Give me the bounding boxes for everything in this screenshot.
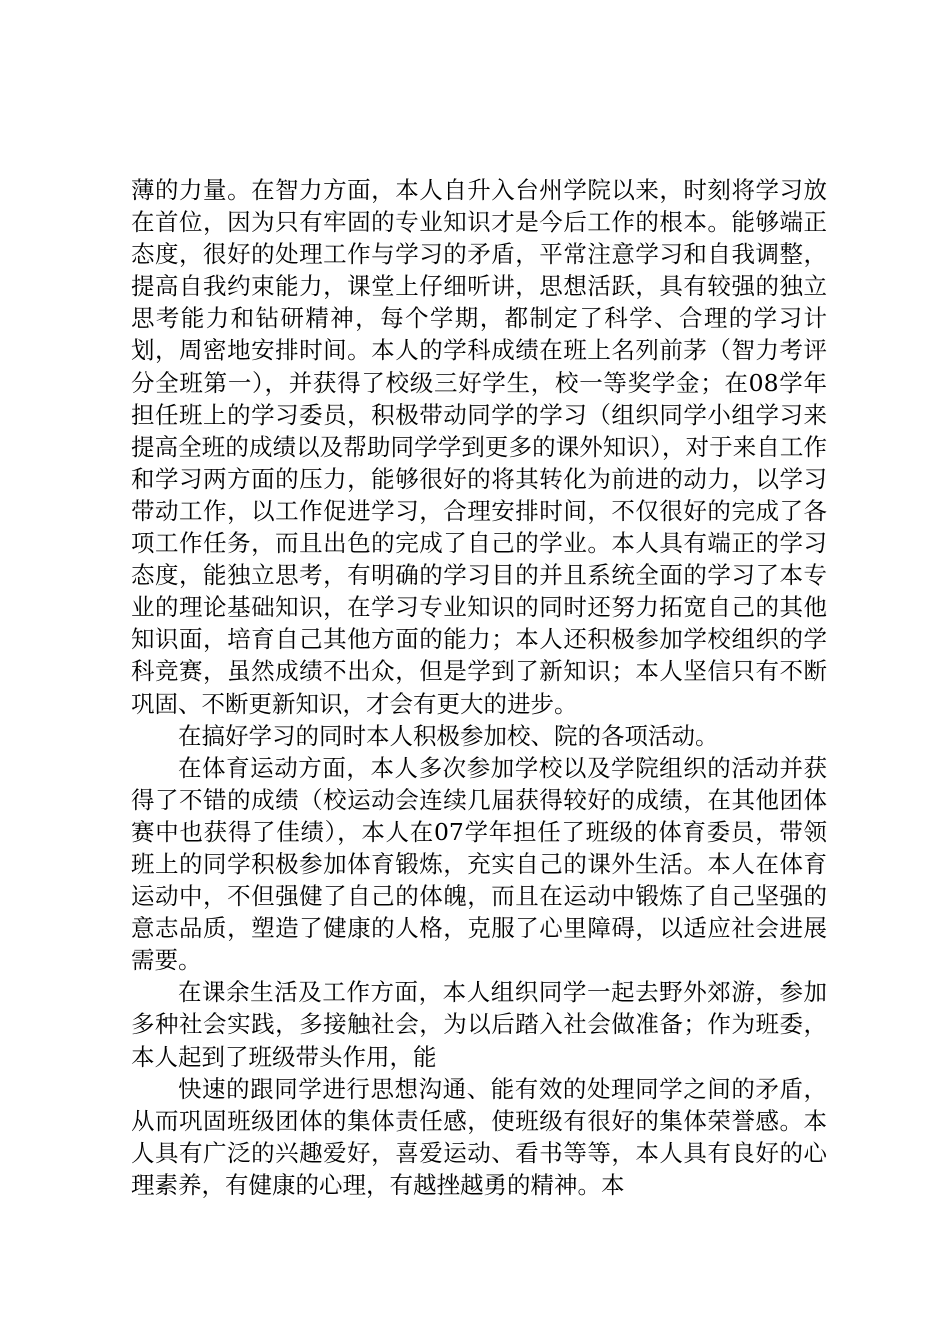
paragraph-activities: 在搞好学习的同时本人积极参加校、院的各项活动。	[178, 721, 719, 750]
paragraph-sports: 在体育运动方面，本人多次参加学校以及学院组织的活动并获得了不错的成绩（校运动会连续几届获得较好的成绩，在其他团体赛中也获得了佳绩），本人在07学年担任了班级的体育委员，带领班上的同学积极参加体育锻炼，充实自己的课外生活。本人在体育运动中，不但强健了自己的体魄，而且在运动中锻炼了自己坚强的意志品质，塑造了健康的人格，克服了心里障碍，以适应社会进展需要。	[131, 753, 827, 975]
document-body	[131, 174, 827, 1201]
paragraph-intellect: 薄的力量。在智力方面，本人自升入台州学院以来，时刻将学习放在首位，因为只有牢固的专业知识才是今后工作的根本。能够端正态度，很好的处理工作与学习的矛盾，平常注意学习和自我调整，提高自我约束能力，课堂上仔细听讲，思想活跃，具有较强的独立思考能力和钻研精神，每个学期，都制定了科学、合理的学习计划，周密地安排时间。本人的学科成绩在班上名列前茅（智力考评分全班第一），并获得了校级三好学生，校一等奖学金；在08学年担任班上的学习委员，积极带动同学的学习（组织同学小组学习来提高全班的成绩以及帮助同学学到更多的课外知识），对于来自工作和学习两方面的压力，能够很好的将其转化为前进的动力，以学习带动工作，以工作促进学习，合理安排时间，不仅很好的完成了各项工作任务，而且出色的完成了自己的学业。本人具有端正的学习态度，能独立思考，有明确的学习目的并且系统全面的学习了本专业的理论基础知识，在学习专业知识的同时还努力拓宽自己的其他知识面，培育自己其他方面的能力；本人还积极参加学校组织的学科竞赛，虽然成绩不出众，但是学到了新知识；本人坚信只有不断巩固、不断更新知识，才会有更大的进步。	[131, 176, 827, 718]
paragraph-extracurricular: 在课余生活及工作方面，本人组织同学一起去野外郊游，参加多种社会实践，多接触社会，为以后踏入社会做准备；作为班委，本人起到了班级带头作用，能	[131, 978, 827, 1071]
paragraph-communication: 快速的跟同学进行思想沟通、能有效的处理同学之间的矛盾，从而巩固班级团体的集体责任感，使班级有很好的集体荣誉感。本人具有广泛的兴趣爱好，喜爱运动、看书等等，本人具有良好的心理素养，有健康的心理，有越挫越勇的精神。本	[131, 1074, 827, 1199]
